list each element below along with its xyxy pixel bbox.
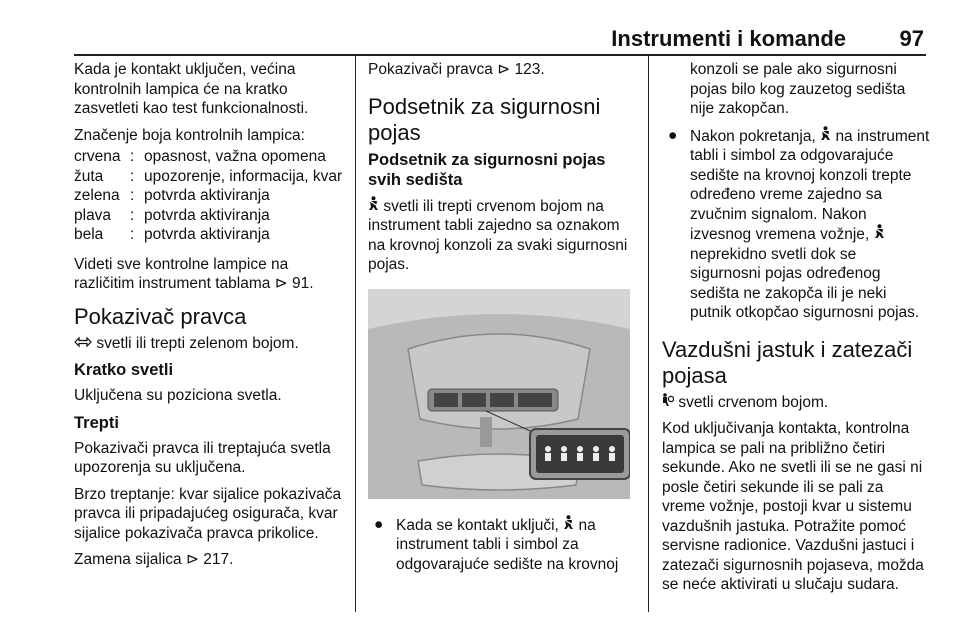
separator: : <box>130 206 135 224</box>
seatbelt-icon <box>563 515 574 536</box>
separator: : <box>130 167 135 185</box>
color-name: bela <box>74 226 104 243</box>
color-name: plava <box>74 206 112 224</box>
short-paragraph: Uključena su poziciona svetla. <box>74 387 282 404</box>
subsection-heading: Trepti <box>74 413 119 432</box>
column-3 <box>662 60 930 602</box>
column-2 <box>368 60 636 581</box>
roof-console-photo <box>368 289 630 499</box>
reference-paragraph: Pokazivači pravca ⊳ 123. <box>368 61 545 78</box>
list-item <box>662 126 930 323</box>
seatbelt-icon <box>874 224 885 245</box>
bullet-dot: ● <box>668 126 678 144</box>
list-item <box>368 515 636 575</box>
page-header <box>74 24 926 54</box>
airbag-paragraph <box>662 393 930 413</box>
color-name: zelena <box>74 187 120 204</box>
subsection-heading: Kratko svetli <box>74 361 174 379</box>
bullet-text-part: Nakon pokretanja, <box>690 127 816 145</box>
fast-blink-paragraph: Brzo treptanje: kvar sijalice pokazivača pravca ili pripadajućeg osigurača, kvar sijalice pokazivača pravca prikolice. <box>74 485 342 542</box>
subsection-heading: Podsetnik za sigurnosni pojas svih sedišta <box>368 150 606 189</box>
color-name: žuta <box>74 167 104 185</box>
section-heading: Pokazivač pravca <box>74 303 247 329</box>
bullet-text <box>690 126 930 323</box>
color-meaning-intro: Značenje boja kontrolnih lampica: <box>74 126 305 144</box>
column-divider-1 <box>355 56 356 612</box>
turn-signal-icon <box>74 334 92 354</box>
airbag-icon <box>662 393 674 413</box>
airbag-details-paragraph: Kod uključivanja kontakta, kontrolna lampica se pali na približno četiri sekunde. Ako ne svetli ili se ne gasi ni posle četiri sekunde ili se pali za vreme vožnje, postoji kvar u sistemu vazdušnih jastuka. Potražite pomoć servisne radionice. Vazdušni jastuci i zatezači sigurnosnih pojaseva, možda se neće aktivirati u slučaju sudara. <box>662 420 924 593</box>
seatbelt-icon <box>368 196 379 217</box>
blink-paragraph: Pokazivači pravca ili treptajuća svetla upozorenja su uključena. <box>74 439 331 476</box>
color-meaning: potvrda aktiviranja <box>144 187 270 204</box>
seatbelt-icon <box>820 126 831 147</box>
bullet-continuation: konzoli se pale ako sigurnosni pojas bilo kog zauzetog sedišta nije zakopčan. <box>690 61 906 117</box>
page-title: Instrumenti i komande <box>611 26 846 51</box>
indicator-paragraph <box>74 334 348 354</box>
page-number: 97 <box>899 26 924 51</box>
color-name: crvena <box>74 148 121 165</box>
indicator-text: svetli ili trepti zelenom bojom. <box>96 334 299 352</box>
bullet-text-part: na instrument tabli i simbol za odgovarajuće sedište na krovnoj konzoli trepte određeno vreme zajedno sa zvučnim signalom. Nakon izvesnog vremena vožnje, <box>690 127 930 243</box>
color-meaning: potvrda aktiviranja <box>144 226 270 243</box>
color-meaning-table <box>74 147 348 245</box>
color-meaning: opasnost, važna opomena <box>144 148 326 165</box>
bulb-replacement-paragraph: Zamena sijalica ⊳ 217. <box>74 551 234 568</box>
column-divider-2 <box>648 56 649 612</box>
bullet-text-part: neprekidno svetli dok se sigurnosni pojas određenog sedišta ne zakopča ili je neki putnik otkopčao sigurnosni pojas. <box>690 245 920 321</box>
section-heading: Vazdušni jastuk i zatezači pojasa <box>662 336 913 388</box>
reference-paragraph: Videti sve kontrolne lampice na različitim instrument tablama ⊳ 91. <box>74 255 314 292</box>
belt-text: svetli ili trepti crvenom bojom na instrument tabli zajedno sa oznakom na krovnoj konzoli za svaki sigurnosni pojas. <box>368 197 628 273</box>
bullet-dot: ● <box>374 515 384 533</box>
separator: : <box>130 226 135 243</box>
color-meaning: upozorenje, informacija, kvar <box>144 167 343 185</box>
belt-paragraph <box>368 196 636 275</box>
separator: : <box>130 187 135 204</box>
column-1 <box>74 60 348 577</box>
separator: : <box>130 148 135 165</box>
color-meaning: potvrda aktiviranja <box>144 206 270 224</box>
header-rule <box>74 54 926 56</box>
section-heading: Podsetnik za sigurnosni pojas <box>368 93 601 145</box>
airbag-text: svetli crvenom bojom. <box>678 393 829 411</box>
intro-paragraph: Kada je kontakt uključen, većina kontrolnih lampica će na kratko zasvetleti kao test funkcionalnosti. <box>74 61 309 117</box>
bullet-text: Kada se kontakt uključi, na instrument tabli i simbol za odgovarajuće sedište na krovnoj <box>396 516 619 573</box>
